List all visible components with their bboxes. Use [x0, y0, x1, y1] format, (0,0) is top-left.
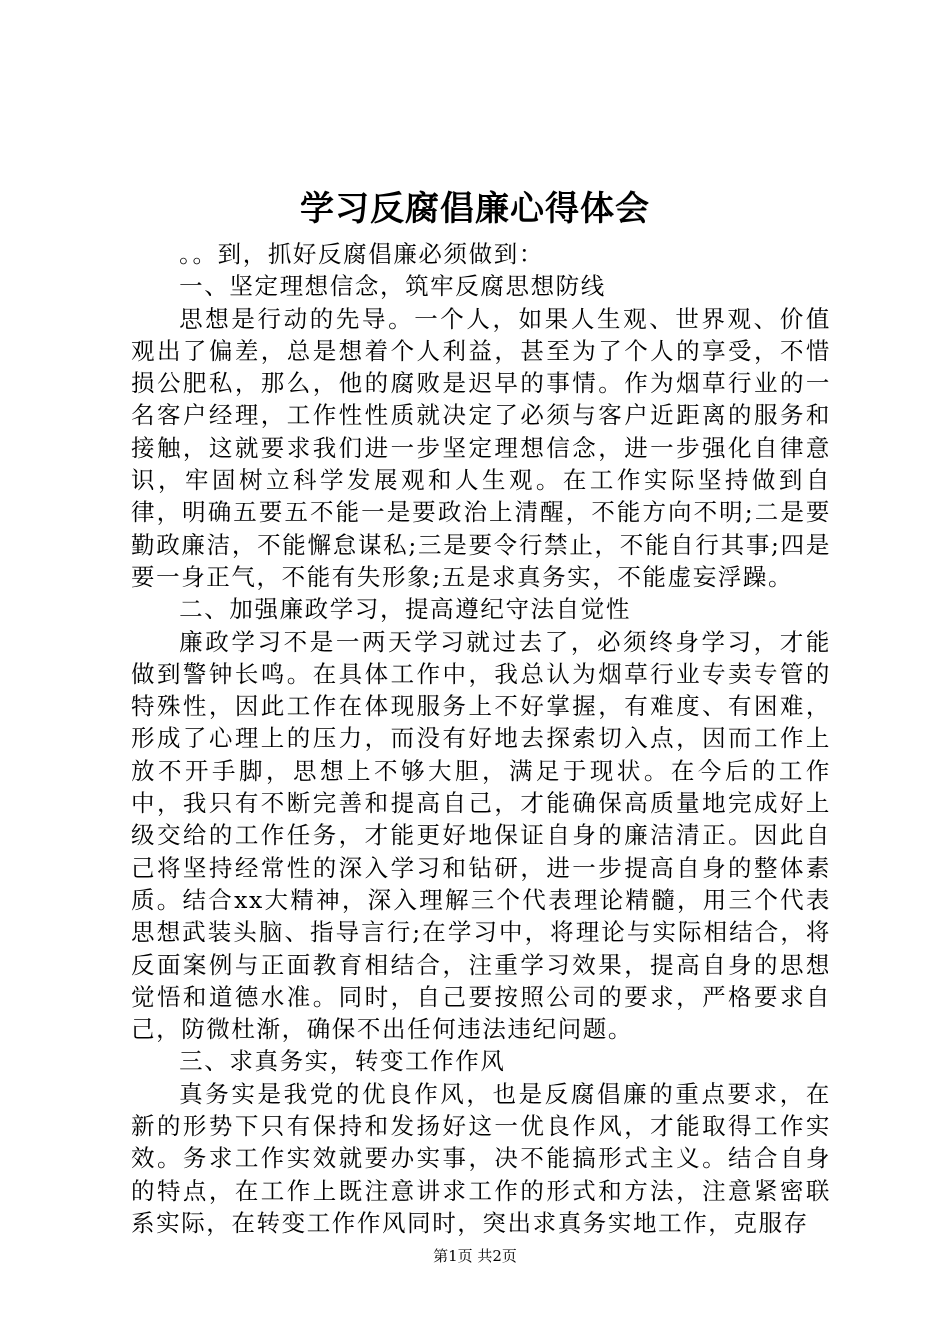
- section-heading-3: 三、求真务实，转变工作作风: [179, 1047, 506, 1076]
- intro-paragraph: 。。到，抓好反腐倡廉必须做到：: [179, 240, 544, 268]
- body-paragraph-3: 真务实是我党的优良作风，也是反腐倡廉的重点要求，在新的形势下只有保持和发扬好这一优良作风，才能取得工作实效。务求工作实效就要办实事，决不能搞形式主义。结合自身的特点，在工作上既注意讲求工作的形式和方法，注意紧密联系实际，在转变工作作风同时，突出求真务实地工作，克服存: [131, 1079, 831, 1237]
- section-heading-1: 一、坚定理想信念，筑牢反腐思想防线: [179, 272, 606, 301]
- document-body: [131, 238, 831, 1239]
- document-title: 学习反腐倡廉心得体会: [300, 189, 650, 229]
- page-footer: 第1页 共2页: [433, 1247, 517, 1265]
- section-heading-2: 二、加强廉政学习，提高遵纪守法自觉性: [179, 595, 631, 624]
- body-paragraph-1: 思想是行动的先导。一个人，如果人生观、世界观、价值观出了偏差，总是想着个人利益，甚至为了个人的享受，不惜损公肥私，那么，他的腐败是迟早的事情。作为烟草行业的一名客户经理，工作性性质就决定了必须与客户近距离的服务和接触，这就要求我们进一步坚定理想信念，进一步强化自律意识，牢固树立科学发展观和人生观。在工作实际坚持做到自律，明确五要五不能一是要政治上清醒，不能方向不明;二是要勤政廉洁，不能懈怠谋私;三是要令行禁止，不能自行其事;四是要一身正气，不能有失形象;五是求真务实，不能虚妄浮躁。: [131, 304, 831, 591]
- body-paragraph-2: 廉政学习不是一两天学习就过去了，必须终身学习，才能做到警钟长鸣。在具体工作中，我总认为烟草行业专卖专管的特殊性，因此工作在体现服务上不好掌握，有难度、有困难，形成了心理上的压力，而没有好地去探索切入点，因而工作上放不开手脚，思想上不够大胆，满足于现状。在今后的工作中，我只有不断完善和提高自己，才能确保高质量地完成好上级交给的工作任务，才能更好地保证自身的廉洁清正。因此自己将坚持经常性的深入学习和钻研，进一步提高自身的整体素质。结合xx大精神，深入理解三个代表理论精髓，用三个代表思想武装头脑、指导言行;在学习中，将理论与实际相结合，将反面案例与正面教育相结合，注重学习效果，提高自身的思想觉悟和道德水准。同时，自己要按照公司的要求，严格要求自己，防微杜渐，确保不出任何违法违纪问题。: [131, 627, 831, 1044]
